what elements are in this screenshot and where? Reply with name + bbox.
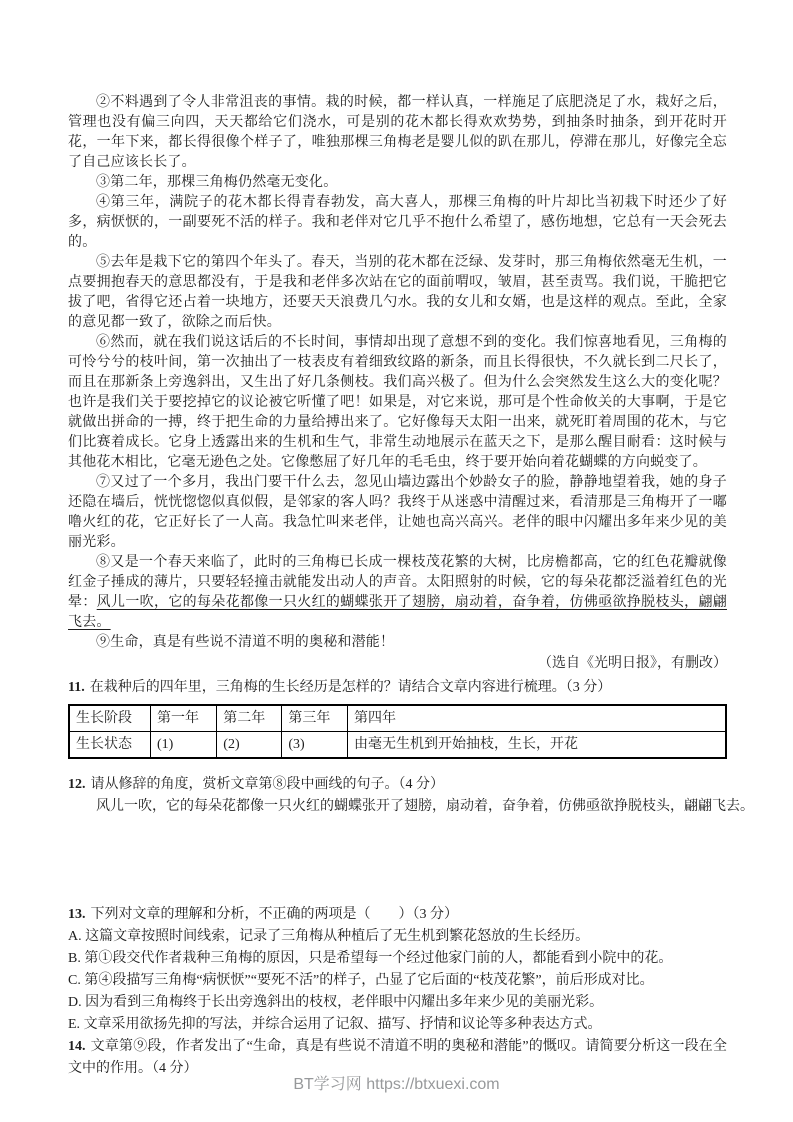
option-d-text: 因为看到三角梅终于长出旁逸斜出的枝杈，老伴眼中闪耀出多年来少见的美丽光彩。 (85, 995, 604, 1010)
table-cell-year4-answer: 由毫无生机到开始抽枝，生长，开花 (348, 732, 726, 759)
option-c (68, 970, 727, 992)
table-cell-year-3: 第三年 (282, 705, 348, 732)
passage-paragraph-8 (68, 553, 727, 633)
table-cell-blank-2: (2) (217, 732, 282, 759)
question-13-number: 13. (68, 907, 86, 922)
table-status-row (69, 732, 726, 759)
option-e (68, 1014, 727, 1036)
question-14-text: 文章第⑨段，作者发出了“生命，真是有些说不清道不明的奥秘和潜能”的慨叹。请简要分析这一段在全文中的作用。（4 分） (68, 1039, 727, 1076)
question-13-stem (68, 904, 727, 926)
question-11 (68, 677, 727, 759)
passage-paragraph-5: ⑤去年是栽下它的第四个年头了。春天，当别的花木都在泛绿、发芽时，那三角梅依然毫无生机，一点要拥抱春天的意思都没有，于是我和老伴多次站在它的面前喟叹，皱眉，甚至责骂。我们说，干脆把它拔了吧，省得它还占着一块地方，还要天天浪费几勺水。我的女儿和女婿，也是这样的观点。至此，全家的意见都一致了，欲除之而后快。 (68, 255, 727, 330)
passage-paragraph-4: ④第三年，满院子的花木都长得青春勃发，高大喜人，那棵三角梅的叶片却比当初栽下时还少了好多，病恹恹的，一副要死不活的样子。我和老伴对它几乎不抱什么希望了，感伤地想，它总有一天会死去的。 (68, 195, 727, 250)
table-cell-stage-label: 生长阶段 (69, 705, 150, 732)
option-b-text: 第①段交代作者栽种三角梅的原因，只是希望每一个经过他家门前的人，都能看到小院中的花。 (84, 951, 673, 966)
table-cell-year-4: 第四年 (348, 705, 726, 732)
question-11-stem (68, 677, 727, 699)
option-a (68, 926, 727, 948)
table-cell-year-2: 第二年 (217, 705, 282, 732)
option-b-label: B. (68, 951, 81, 966)
question-12-quote: 风儿一吹，它的每朵花都像一只火红的蝴蝶张开了翅膀，扇动着，奋争着，仿佛亟欲挣脱枝头，翩翩飞去。 (96, 799, 754, 814)
option-a-text: 这篇文章按照时间线索，记录了三角梅从种植后了无生机到繁花怒放的生长经历。 (85, 929, 590, 944)
watermark-text: BT学习网 https://btxuexi.com (293, 1076, 500, 1093)
reading-passage (68, 93, 727, 674)
option-e-label: E. (68, 1017, 81, 1032)
option-c-label: C. (68, 973, 81, 988)
question-12-text: 请从修辞的角度，赏析文章第⑧段中画线的句子。（4 分） (90, 777, 444, 792)
question-12 (68, 774, 754, 818)
passage-paragraph-7: ⑦又过了一个多月，我出门要干什么去，忽见山墙边露出个妙龄女子的脸，静静地望着我，她的身子还隐在墙后，恍恍惚惚似真似假，是邻家的客人吗？我终于从迷惑中清醒过来，看清那是三角梅开了一嘟噜火红的花，它正好长了一人高。我急忙叫来老伴，让她也高兴高兴。老伴的眼中闪耀出多年来少见的美丽光彩。 (68, 475, 727, 550)
option-a-label: A. (68, 929, 82, 944)
table-cell-status-label: 生长状态 (69, 732, 150, 759)
table-cell-blank-1: (1) (150, 732, 216, 759)
underlined-sentence: 风儿一吹，它的每朵花都像一只火红的蝴蝶张开了翅膀，扇动着，奋争着，仿佛亟欲挣脱枝头，翩翩飞去。 (68, 595, 727, 630)
option-c-text: 第④段描写三角梅“病恹恹”“要死不活”的样子，凸显了它后面的“枝茂花繁”，前后形成对比。 (84, 973, 654, 988)
option-d (68, 992, 727, 1014)
option-d-label: D. (68, 995, 82, 1010)
question-12-number: 12. (68, 777, 86, 792)
question-13-text: 下列对文章的理解和分析，不正确的两项是（ ）（3 分） (90, 907, 458, 922)
question-14-number: 14. (68, 1039, 86, 1054)
option-e-text: 文章采用欲扬先抑的写法，并综合运用了记叙、描写、抒情和议论等多种表达方式。 (83, 1017, 602, 1032)
passage-paragraph-6: ⑥然而，就在我们说这话后的不长时间，事情却出现了意想不到的变化。我们惊喜地看见，三角梅的可怜兮兮的枝叶间，第一次抽出了一枝表皮有着细致纹路的新条，而且长得很快，不久就长到二尺长了，而且在那新条上旁逸斜出，又生出了好几条侧枝。我们高兴极了。但为什么会突然发生这么大的变化呢？也许是我们关于要挖掉它的议论被它听懂了吧！如果是，对它来说，那可是个性命攸关的大事啊，于是它就做出拼命的一搏，终于把生命的力量给搏出来了。它好像每天太阳一出来，就死盯着周围的花木，与它们比赛着成长。它身上透露出来的生机和生气，非常生动地展示在蓝天之下，是那么醒目耐看：这时候与其他花木相比，它毫无逊色之处。它像憋屈了好几年的毛毛虫，终于要开始向着花蝴蝶的方向蜕变了。 (68, 335, 727, 470)
question-12-stem (68, 774, 727, 796)
page-content (68, 93, 754, 1080)
table-header-row (69, 705, 726, 732)
passage-paragraph-3: ③第二年，那棵三角梅仍然毫无变化。 (96, 175, 338, 190)
passage-paragraph-2: ②不料遇到了令人非常沮丧的事情。栽的时候，都一样认真，一样施足了底肥浇足了水，栽好之后，管理也没有偏三向四，天天都给它们浇水，可是别的花木都长得欢欢势势，到抽条时抽条，到开花时开花，一年下来，都长得很像个样子了，唯独那棵三角梅老是婴儿似的趴在那儿，停滞在那儿，好像完全忘了自己应该长长了。 (68, 95, 727, 170)
passage-paragraph-9: ⑨生命，真是有些说不清道不明的奥秘和潜能！ (96, 635, 395, 650)
option-b (68, 948, 727, 970)
growth-stage-table (68, 704, 727, 759)
table-cell-blank-3: (3) (282, 732, 348, 759)
paragraph-8-text: ⑧又是一个春天来临了，此时的三角梅已长成一棵枝茂花繁的大树，比房檐都高，它的红色花瓣就像红金子捶成的薄片，只要轻轻撞击就能发出动人的声音。太阳照射的时候，它的每朵花都泛溢着红色的光晕： (68, 555, 727, 610)
site-watermark (0, 1071, 793, 1094)
source-citation: （选自《光明日报》，有删改） (538, 656, 727, 671)
question-11-number: 11. (68, 680, 85, 695)
table-cell-year-1: 第一年 (150, 705, 216, 732)
question-13 (68, 904, 727, 1036)
answer-writing-space (68, 818, 727, 904)
question-11-text: 在栽种后的四年里，三角梅的生长经历是怎样的？请结合文章内容进行梳理。（3 分） (89, 680, 612, 695)
